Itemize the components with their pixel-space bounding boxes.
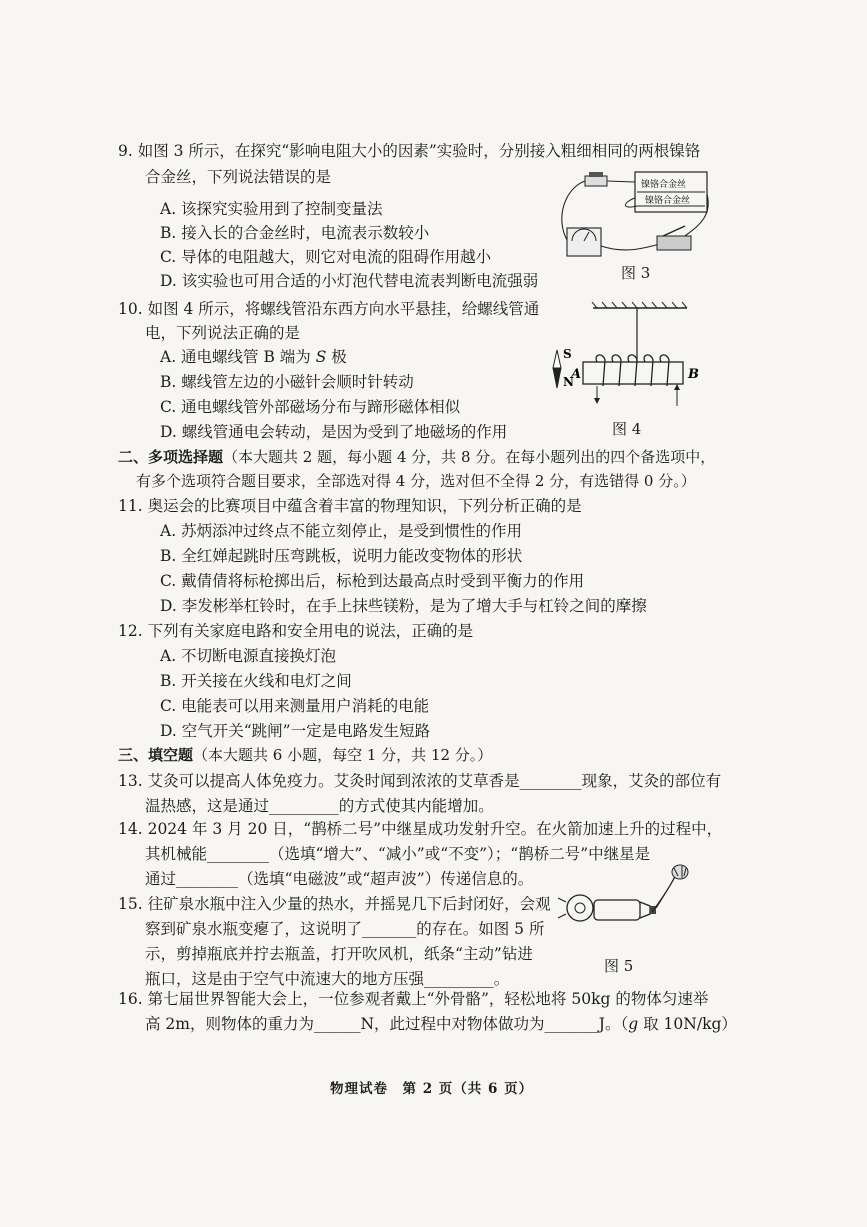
section-2-header [118,446,715,468]
section-3-title: 三、填空题 [118,746,194,764]
q10-stem-line2: 电，下列说法正确的是 [145,324,301,342]
q12-option-a: A. 不切断电源直接换灯泡 [160,647,337,665]
q10-option-a [160,346,347,368]
q15-line1: 15. 往矿泉水瓶中注入少量的热水，并摇晃几下后封闭好，会观 [118,895,551,913]
q10-option-a-suffix: 极 [326,348,347,366]
q14-line1: 14. 2024 年 3 月 20 日，“鹊桥二号”中继星成功发射升空。在火箭加速上升的过程中， [118,820,723,838]
fig4-end-a-label: A [571,367,582,382]
fig3-wire-label-top: 镍铬合金丝 [641,180,687,190]
q15-line2: 察到矿泉水瓶变瘪了，这说明了_______的存在。如图 5 所 [145,920,545,938]
section-2-title: 二、多项选择题 [118,448,224,466]
figure-4-solenoid-diagram [545,302,705,414]
figure-5-hair-dryer-bottle [558,862,698,946]
page-footer: 物理试卷 第 2 页（共 6 页） [330,1081,534,1097]
section-3-header [118,744,492,766]
figure-5-caption: 图 5 [604,957,634,975]
q16-line2-part-a: 高 2m，则物体的重力为______N，此过程中对物体做功为_______J。（ [145,1015,629,1033]
q12-option-c: C. 电能表可以用来测量用户消耗的电能 [160,697,430,715]
q10-option-c: C. 通电螺线管外部磁场分布与蹄形磁体相似 [160,398,461,416]
q11-option-a: A. 苏炳添冲过终点不能立刻停止，是受到惯性的作用 [160,522,523,540]
q13-line2: 温热感，这是通过_________的方式使其内能增加。 [145,797,494,815]
q14-line3: 通过________（选填“电磁波”或“超声波”）传递信息的。 [145,870,534,888]
q10-option-b: B. 螺线管左边的小磁针会顺时针转动 [160,373,414,391]
q12-option-b: B. 开关接在火线和电灯之间 [160,672,352,690]
q14-line2: 其机械能________（选填“增大”、“减小”或“不变”）；“鹊桥二号”中继星是 [145,845,651,863]
figure-3-circuit-diagram [545,168,715,263]
fig4-needle-s-label: S [563,347,572,361]
q16-line1: 16. 第七届世界智能大会上，一位参观者戴上“外骨骼”，轻松地将 50kg 的物体匀速举 [118,990,709,1008]
q11-option-b: B. 全红婵起跳时压弯跳板，说明力能改变物体的形状 [160,547,523,565]
figure-3-caption: 图 3 [621,264,651,282]
q10-option-a-pole: S [315,348,327,366]
q9-option-d: D. 该实验也可用合适的小灯泡代替电流表判断电流强弱 [160,272,539,290]
q9-stem-line2: 合金丝，下列说法错误的是 [145,168,332,186]
q15-line4: 瓶口，这是由于空气中流速大的地方压强_________。 [145,970,510,988]
q10-option-d: D. 螺线管通电会转动，是因为受到了地磁场的作用 [160,423,508,441]
section-2-desc-line2: 有多个选项符合题目要求，全部选对得 4 分，选对但不全得 2 分，有选错得 0 分。） [136,472,696,490]
q12-option-d: D. 空气开关“跳闸”一定是电路发生短路 [160,722,431,740]
q9-option-c: C. 导体的电阻越大，则它对电流的阻碍作用越小 [160,248,492,266]
section-3-desc: （本大题共 6 小题，每空 1 分，共 12 分。） [193,746,493,764]
q13-line1: 13. 艾灸可以提高人体免疫力。艾灸时闻到浓浓的艾草香是________现象，艾灸的部位有 [118,772,722,790]
fig4-needle-n-label: N [563,375,574,389]
q16-line2 [145,1013,737,1035]
q11-stem: 11. 奥运会的比赛项目中蕴含着丰富的物理知识，下列分析正确的是 [118,497,582,515]
q12-stem: 12. 下列有关家庭电路和安全用电的说法，正确的是 [118,622,474,640]
q10-stem-line1: 10. 如图 4 所示，将螺线管沿东西方向水平悬挂，给螺线管通 [118,300,540,318]
q16-line2-part-b: 取 10N/kg） [638,1015,737,1033]
q9-stem-line1: 9. 如图 3 所示，在探究“影响电阻大小的因素”实验时，分别接入粗细相同的两根镍铬 [118,142,701,160]
section-2-desc-line1: （本大题共 2 题，每小题 4 分，共 8 分。在每小题列出的四个备选项中， [223,448,716,466]
q15-line3: 示，剪掉瓶底并拧去瓶盖，打开吹风机，纸条“主动”钻进 [145,945,533,963]
q16-line2-g: g [628,1015,639,1033]
q9-option-b: B. 接入长的合金丝时，电流表示数较小 [160,224,430,242]
fig3-wire-label-bottom: 镍铬合金丝 [645,196,691,206]
q10-option-a-prefix: A. 通电螺线管 B 端为 [160,348,316,366]
q9-option-a: A. 该探究实验用到了控制变量法 [160,200,383,218]
fig4-end-b-label: B [688,367,699,382]
q11-option-c: C. 戴倩倩将标枪掷出后，标枪到达最高点时受到平衡力的作用 [160,572,585,590]
q11-option-d: D. 李发彬举杠铃时，在手上抹些镁粉，是为了增大手与杠铃之间的摩擦 [160,597,647,615]
figure-4-caption: 图 4 [612,420,642,438]
